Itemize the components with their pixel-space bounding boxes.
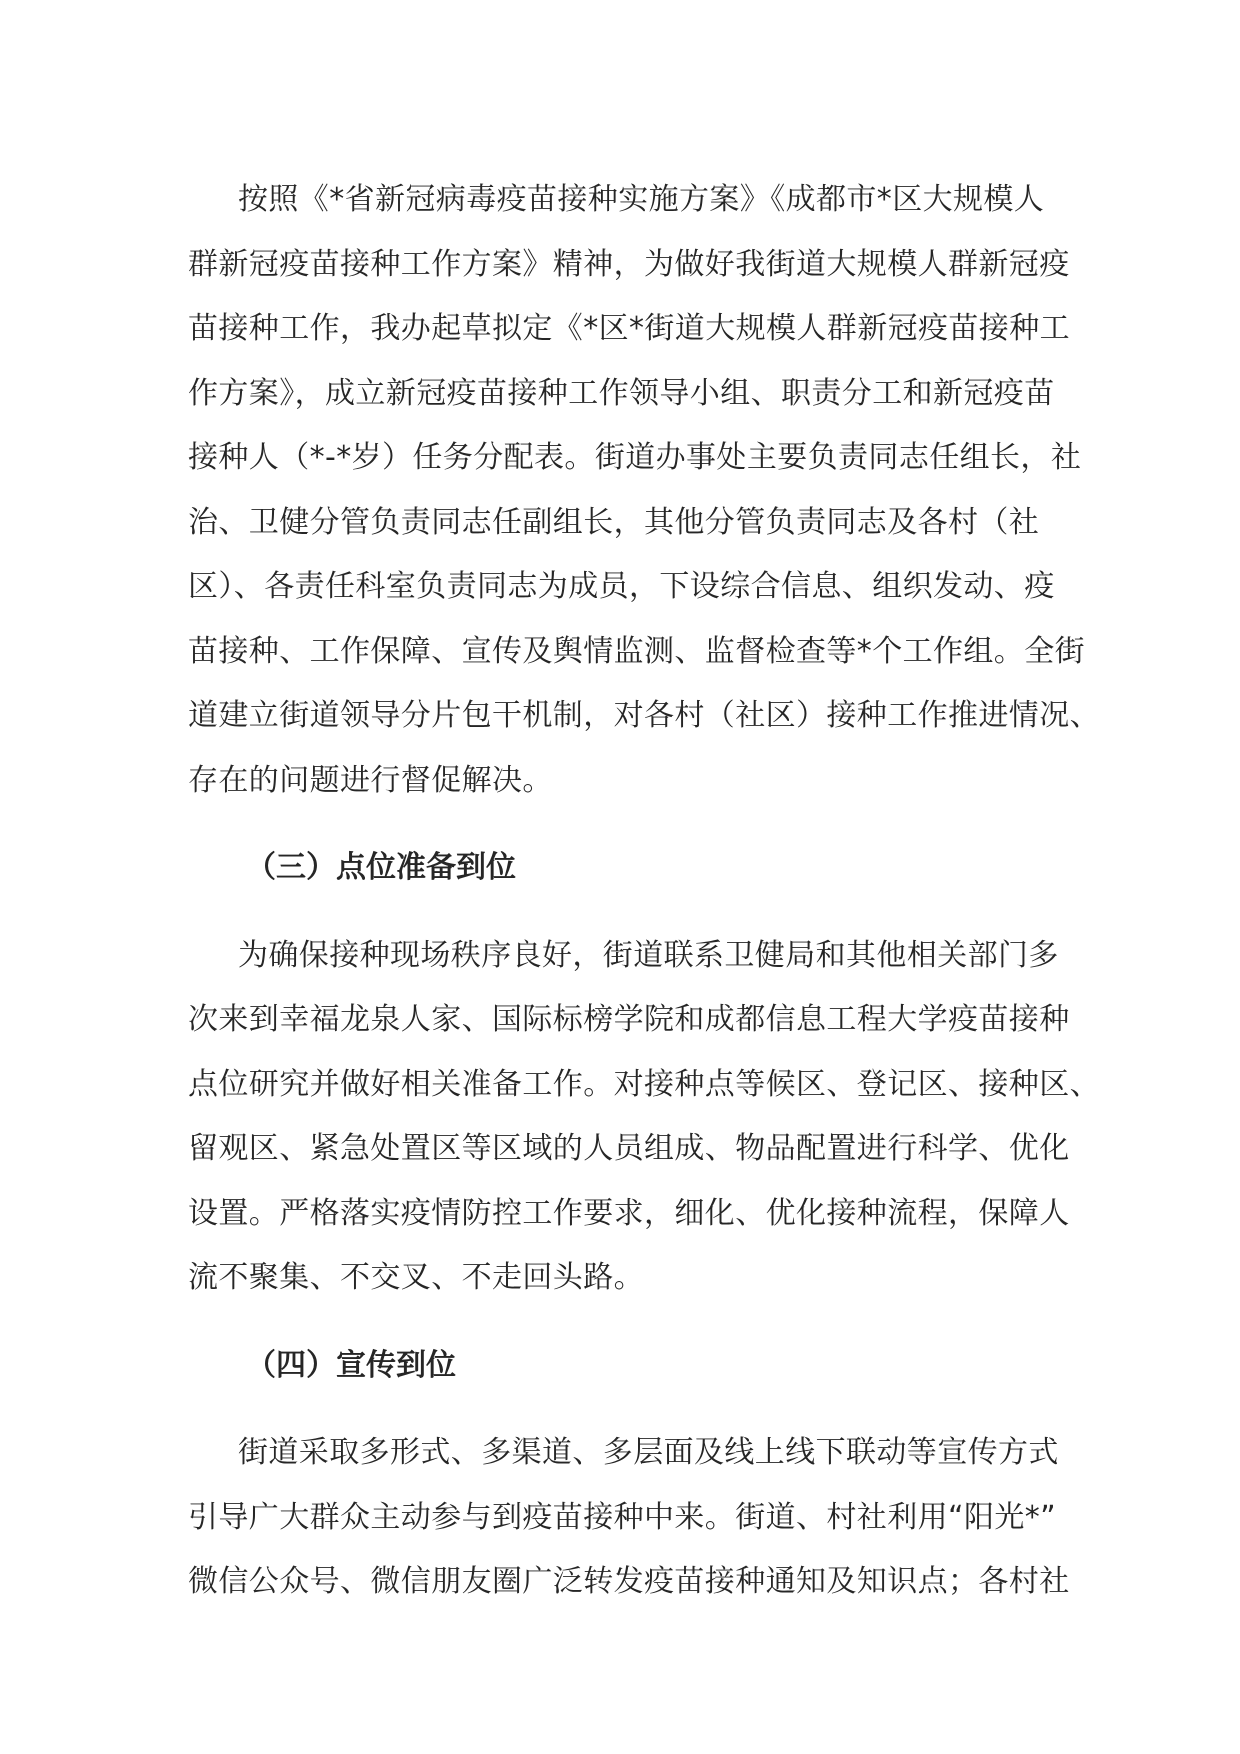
section-three [188,836,1100,1311]
paragraph-line: 街道采取多形式、多渠道、多层面及线上线下联动等宣传方式 [238,1435,1059,1470]
paragraph-line: 次来到幸福龙泉人家、国际标榜学院和成都信息工程大学疫苗接种 [188,1002,1070,1037]
paragraph-line: 按照《*省新冠病毒疫苗接种实施方案》《成都市*区大规模人 [238,182,1045,217]
paragraph-line: 流不聚集、不交叉、不走回头路。 [188,1260,644,1295]
paragraph-line: 治、卫健分管负责同志任副组长，其他分管负责同志及各村（社 [188,504,1040,540]
paragraph-line: 设置。严格落实疫情防控工作要求，细化、优化接种流程，保障人 [188,1195,1070,1231]
paragraph-line: 为确保接种现场秩序良好，街道联系卫健局和其他相关部门多 [238,937,1059,973]
section-heading: （三）点位准备到位 [246,850,516,885]
paragraph-line: 留观区、紧急处置区等区域的人员组成、物品配置进行科学、优化 [188,1131,1070,1166]
paragraph-line: 苗接种、工作保障、宣传及舆情监测、监督检查等*个工作组。全街 [188,633,1085,669]
paragraph-line: 群新冠疫苗接种工作方案》精神，为做好我街道大规模人群新冠疫 [188,246,1070,282]
paragraph-line: 道建立街道领导分片包干机制，对各村（社区）接种工作推进情况、 [188,698,1100,733]
paragraph-line: 引导广大群众主动参与到疫苗接种中来。街道、村社利用“阳光*” [188,1499,1057,1535]
paragraph-line: 微信公众号、微信朋友圈广泛转发疫苗接种通知及知识点；各村社 [188,1564,1070,1599]
paragraph-line: 存在的问题进行督促解决。 [188,762,553,798]
paragraph-line: 区）、各责任科室负责同志为成员，下设综合信息、组织发动、疫 [188,569,1055,604]
document-page [188,168,1100,1615]
paragraph-line: 苗接种工作，我办起草拟定《*区*街道大规模人群新冠疫苗接种工 [188,311,1070,346]
paragraph-line: 作方案》，成立新冠疫苗接种工作领导小组、职责分工和新冠疫苗 [188,375,1055,411]
paragraph-intro [188,168,1100,813]
paragraph-line: 接种人（*-*岁）任务分配表。街道办事处主要负责同志任组长，社 [188,440,1082,475]
paragraph-line: 点位研究并做好相关准备工作。对接种点等候区、登记区、接种区、 [188,1066,1100,1102]
section-heading: （四）宣传到位 [246,1347,456,1383]
section-four [188,1334,1068,1615]
